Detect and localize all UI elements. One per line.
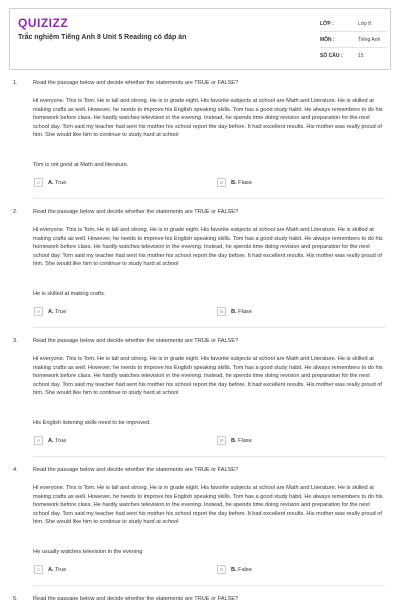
option-a-label xyxy=(48,309,66,315)
option-a-text: True xyxy=(55,308,67,315)
question-4 xyxy=(0,465,400,594)
quizizz-logo[interactable]: QUIZIZZ xyxy=(18,16,69,30)
reading-passage: Hi everyone. This is Tom. He is tall and strong. He is in grade eight. His favorite subjects at school are Math and Literature. He is skilled at making crafts as well. However, he needs to improve his English speaking skills. Tom has a good study habit. He always remembers to do his homework before class. He hardly watches television in the evening. Instead, he spends time doing revision and preparation for the next school day. Tom said my teacher had sent his mother his school report the day before. It had excellent results. His mother was really proud of him. She would like him to continue to study hard at school xyxy=(33,356,383,397)
question-prompt: Read the passage below and decide whether the statements are TRUE or FALSE? xyxy=(33,338,239,344)
answer-option-a[interactable] xyxy=(34,307,66,316)
option-b-checkbox[interactable]: B xyxy=(217,436,226,445)
answer-option-b[interactable] xyxy=(217,178,252,187)
option-b-letter: B. xyxy=(231,566,237,573)
option-a-checkbox[interactable]: A xyxy=(34,436,43,445)
meta-label-question-count: SỐ CÂU : xyxy=(320,53,343,59)
option-a-label xyxy=(48,180,66,186)
option-a-label xyxy=(48,438,66,444)
question-list xyxy=(0,78,400,600)
option-b-text: Flase xyxy=(238,179,252,186)
meta-row-subject xyxy=(320,32,388,48)
option-b-text: Flase xyxy=(238,437,252,444)
option-b-checkbox[interactable]: B xyxy=(217,307,226,316)
question-statement: He usually watches television in the evening xyxy=(33,549,143,555)
meta-label-class: LỚP : xyxy=(320,20,334,27)
option-a-label xyxy=(48,567,66,573)
option-a-checkbox[interactable]: A xyxy=(34,307,43,316)
reading-passage: Hi everyone. This is Tom. He is tall and strong. He is in grade eight. His favorite subjects at school are Math and Literature. He is skilled at making crafts as well. However, he needs to improve his English speaking skills. Tom has a good study habit. He always remembers to do his homework before class. He hardly watches television in the evening. Instead, he spends time doing revision and preparation for the next school day. Tom said my teacher had sent his mother his school report the day before. It had excellent results. His mother was really proud of him. She would like him to continue to study hard at school xyxy=(33,98,383,139)
answer-option-b[interactable] xyxy=(217,307,252,316)
question-statement: He is skilled at making crafts. xyxy=(33,291,106,297)
question-number: 1. xyxy=(13,80,18,86)
question-divider xyxy=(33,585,385,586)
option-a-checkbox[interactable]: A xyxy=(34,178,43,187)
option-b-text: Flase xyxy=(238,308,252,315)
question-prompt: Read the passage below and decide whether the statements are TRUE or FALSE? xyxy=(33,596,239,600)
question-divider xyxy=(33,327,385,328)
option-b-label xyxy=(231,438,252,444)
option-a-text: True xyxy=(55,179,67,186)
option-b-label xyxy=(231,567,252,573)
question-prompt: Read the passage below and decide whether the statements are TRUE or FALSE? xyxy=(33,467,239,473)
option-b-letter: B. xyxy=(231,308,237,315)
option-a-letter: A. xyxy=(48,308,54,315)
question-divider xyxy=(33,198,385,199)
option-b-letter: B. xyxy=(231,179,237,186)
meta-row-class xyxy=(320,16,388,32)
question-divider xyxy=(33,456,385,457)
answer-option-a[interactable] xyxy=(34,178,66,187)
option-a-text: True xyxy=(55,437,67,444)
question-statement: His English listening skills need to be improved. xyxy=(33,420,151,426)
worksheet-meta xyxy=(320,16,388,64)
option-b-letter: B. xyxy=(231,437,237,444)
option-b-label xyxy=(231,180,252,186)
question-2 xyxy=(0,207,400,336)
option-a-text: True xyxy=(55,566,67,573)
option-a-letter: A. xyxy=(48,179,54,186)
answer-option-b[interactable] xyxy=(217,436,252,445)
meta-value-subject: Tiếng Anh xyxy=(358,36,381,43)
question-prompt: Read the passage below and decide whether the statements are TRUE or FALSE? xyxy=(33,209,239,215)
option-a-letter: A. xyxy=(48,437,54,444)
meta-row-question-count xyxy=(320,48,388,64)
question-number: 3. xyxy=(13,338,18,344)
question-prompt: Read the passage below and decide whether the statements are TRUE or FALSE? xyxy=(33,80,239,86)
question-statement: Tom is not good at Math and literature. xyxy=(33,162,129,168)
answer-option-a[interactable] xyxy=(34,565,66,574)
question-3 xyxy=(0,336,400,465)
option-b-label xyxy=(231,309,252,315)
meta-value-class: Lớp 8 xyxy=(358,20,372,27)
option-a-checkbox[interactable]: A xyxy=(34,565,43,574)
question-5 xyxy=(0,594,400,600)
question-number: 2. xyxy=(13,209,18,215)
page-title: Trắc nghiệm Tiếng Anh 8 Unit 5 Reading có đáp án xyxy=(18,34,187,41)
question-number: 4. xyxy=(13,467,18,473)
meta-value-question-count: 15 xyxy=(358,53,364,59)
answer-option-b[interactable] xyxy=(217,565,252,574)
option-b-text: False xyxy=(238,566,252,573)
option-b-checkbox[interactable]: B xyxy=(217,565,226,574)
worksheet-header xyxy=(9,8,391,70)
question-1 xyxy=(0,78,400,207)
reading-passage: Hi everyone. This is Tom. He is tall and strong. He is in grade eight. His favorite subjects at school are Math and Literature. He is skilled at making crafts as well. However, he needs to improve his English speaking skills. Tom has a good study habit. He always remembers to do his homework before class. He hardly watches television in the evening. Instead, he spends time doing revision and preparation for the next school day. Tom said my teacher had sent his mother his school report the day before. It had excellent results. His mother was really proud of him. She would like him to continue to study hard at school xyxy=(33,485,383,526)
answer-option-a[interactable] xyxy=(34,436,66,445)
option-a-letter: A. xyxy=(48,566,54,573)
reading-passage: Hi everyone. This is Tom. He is tall and strong. He is in grade eight. His favorite subjects at school are Math and Literature. He is skilled at making crafts as well. However, he needs to improve his English speaking skills. Tom has a good study habit. He always remembers to do his homework before class. He hardly watches television in the evening. Instead, he spends time doing revision and preparation for the next school day. Tom said my teacher had sent his mother his school report the day before. It had excellent results. His mother was really proud of him. She would like him to continue to study hard at school xyxy=(33,227,383,268)
meta-label-subject: MÔN : xyxy=(320,36,335,43)
option-b-checkbox[interactable]: B xyxy=(217,178,226,187)
question-number: 5. xyxy=(13,596,18,600)
